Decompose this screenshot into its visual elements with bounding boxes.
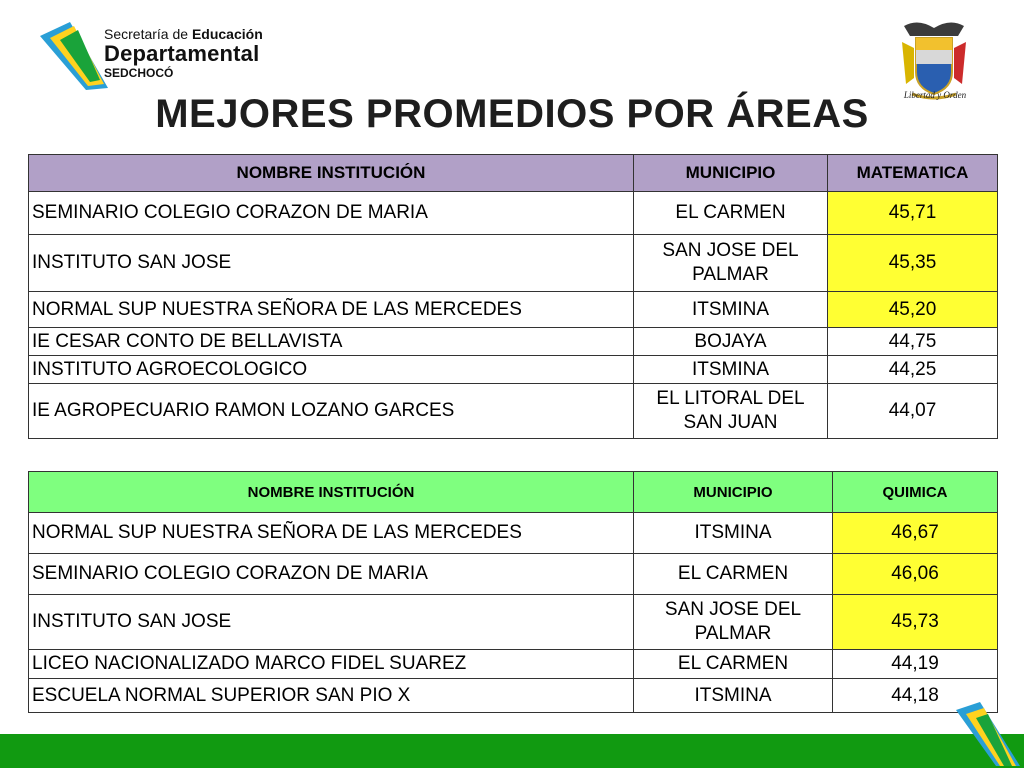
municipio: ITSMINA [634,292,828,328]
corner-swoosh-icon [950,700,1024,768]
table-row [29,384,998,439]
table-header-row [29,155,998,192]
institution-name: NORMAL SUP NUESTRA SEÑORA DE LAS MERCEDES [29,292,634,328]
institution-name: NORMAL SUP NUESTRA SEÑORA DE LAS MERCEDES [29,513,634,554]
table-row [29,513,998,554]
header-municipio: MUNICIPIO [634,155,828,192]
municipio: ITSMINA [634,513,833,554]
institution-name: IE CESAR CONTO DE BELLAVISTA [29,328,634,356]
score: 45,35 [828,235,998,292]
header-nombre: NOMBRE INSTITUCIÓN [29,472,634,513]
municipio: ITSMINA [634,356,828,384]
municipio: EL CARMEN [634,192,828,235]
logo-sedchoco: SEDCHOCÓ [104,66,174,80]
institution-name: ESCUELA NORMAL SUPERIOR SAN PIO X [29,679,634,713]
score: 46,67 [833,513,998,554]
table-row [29,192,998,235]
secretaria-logo [38,18,298,92]
matematica-table [28,154,998,439]
crest-motto: Libertad y Orden [903,90,967,100]
table-row [29,356,998,384]
municipio: BOJAYA [634,328,828,356]
header-quimica: QUIMICA [833,472,998,513]
table-row [29,554,998,595]
institution-name: SEMINARIO COLEGIO CORAZON DE MARIA [29,192,634,235]
institution-name: IE AGROPECUARIO RAMON LOZANO GARCES [29,384,634,439]
score: 45,71 [828,192,998,235]
logo-departamental: Departamental [104,41,260,66]
footer-bar [0,734,1024,768]
table-row [29,679,998,713]
header-municipio: MUNICIPIO [634,472,833,513]
institution-name: LICEO NACIONALIZADO MARCO FIDEL SUAREZ [29,650,634,679]
score: 44,19 [833,650,998,679]
table-header-row [29,472,998,513]
municipio: ITSMINA [634,679,833,713]
municipio: EL CARMEN [634,650,833,679]
header-nombre: NOMBRE INSTITUCIÓN [29,155,634,192]
municipio: EL CARMEN [634,554,833,595]
score: 46,06 [833,554,998,595]
institution-name: SEMINARIO COLEGIO CORAZON DE MARIA [29,554,634,595]
table-row [29,292,998,328]
score: 44,25 [828,356,998,384]
score: 44,75 [828,328,998,356]
institution-name: INSTITUTO AGROECOLOGICO [29,356,634,384]
table-row [29,595,998,650]
table-row [29,235,998,292]
municipio: SAN JOSE DEL PALMAR [634,595,833,650]
score: 45,20 [828,292,998,328]
logo-prefix: Secretaría de [104,26,189,42]
municipio: EL LITORAL DEL SAN JUAN [634,384,828,439]
logo-educacion: Educación [191,26,263,42]
header-matematica: MATEMATICA [828,155,998,192]
score: 44,07 [828,384,998,439]
institution-name: INSTITUTO SAN JOSE [29,595,634,650]
table-row [29,650,998,679]
page-title: MEJORES PROMEDIOS POR ÁREAS [155,92,869,136]
quimica-table [28,471,998,713]
score: 44,18 [833,679,998,713]
score: 45,73 [833,595,998,650]
table-row [29,328,998,356]
institution-name: INSTITUTO SAN JOSE [29,235,634,292]
municipio: SAN JOSE DEL PALMAR [634,235,828,292]
logo-swoosh-icon [38,18,110,92]
